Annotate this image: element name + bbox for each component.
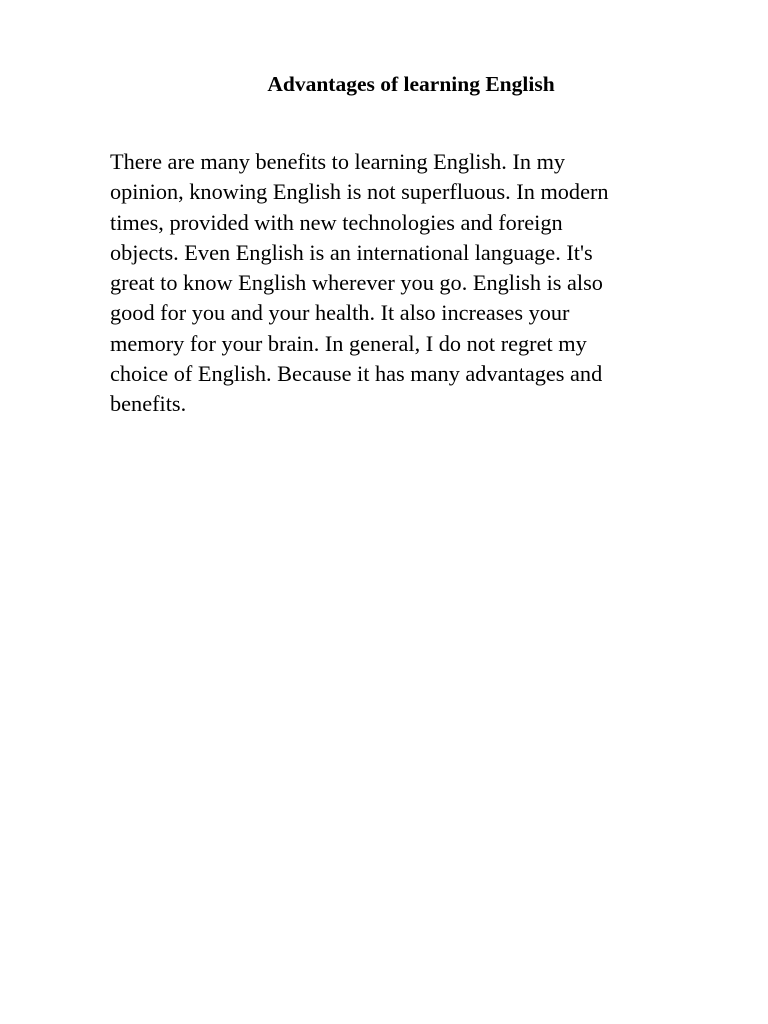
body-line: memory for your brain. In general, I do not regret my xyxy=(110,330,587,356)
body-line: great to know English wherever you go. English is also xyxy=(110,270,603,296)
document-body-paragraph xyxy=(110,147,710,420)
body-line: There are many benefits to learning English. In my xyxy=(110,149,566,174)
body-line: opinion, knowing English is not superfluous. In modern xyxy=(110,179,609,205)
body-line: good for you and your health. It also increases your xyxy=(110,300,570,326)
body-line: benefits. xyxy=(110,391,187,417)
body-line: times, provided with new technologies and foreign xyxy=(110,209,563,235)
document-title: Advantages of learning English xyxy=(267,72,555,96)
body-line: objects. Even English is an international language. It's xyxy=(110,239,593,265)
body-line: choice of English. Because it has many advantages and xyxy=(110,361,603,387)
